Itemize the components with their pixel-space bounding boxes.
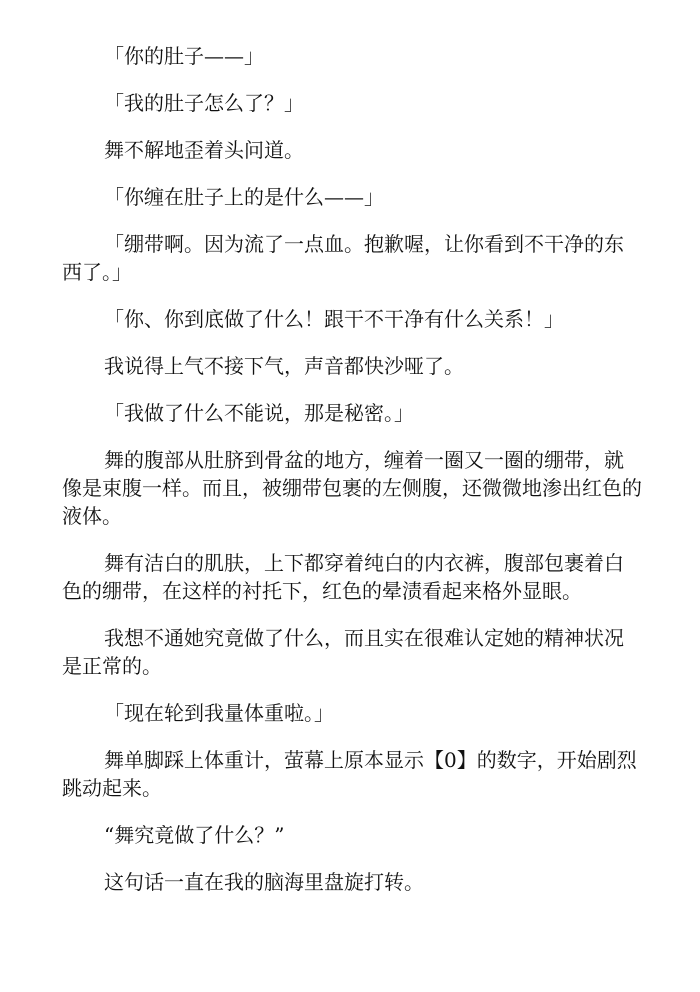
paragraph: “舞究竟做了什么？” [104, 823, 285, 847]
paragraph: 舞的腹部从肚脐到骨盆的地方，缠着一圈又一圈的绷带，就像是束腹一样。而且，被绷带包裹的左侧腹，还微微地渗出红色的液体。 [62, 448, 642, 528]
paragraph: 我想不通她究竟做了什么，而且实在很难认定她的精神状况是正常的。 [62, 626, 624, 678]
paragraph: 「我做了什么不能说，那是秘密。」 [104, 401, 414, 425]
paragraph: 舞单脚踩上体重计，萤幕上原本显示【0】的数字，开始剧烈跳动起来。 [62, 748, 637, 800]
paragraph: 「现在轮到我量体重啦。」 [104, 701, 334, 725]
paragraph: 这句话一直在我的脑海里盘旋打转。 [104, 870, 424, 894]
paragraph: 舞有洁白的肌肤，上下都穿着纯白的内衣裤，腹部包裹着白色的绷带，在这样的衬托下，红色的晕渍看起来格外显眼。 [62, 551, 624, 603]
paragraph: 「你的肚子——」 [104, 44, 264, 68]
paragraph: 舞不解地歪着头问道。 [104, 138, 304, 162]
paragraph: 「我的肚子怎么了？」 [104, 91, 304, 115]
paragraph: 「绷带啊。因为流了一点血。抱歉喔，让你看到不干净的东西了。」 [62, 232, 624, 284]
document-page [62, 42, 642, 915]
paragraph: 「你、你到底做了什么！跟干不干净有什么关系！」 [104, 307, 564, 331]
paragraph: 「你缠在肚子上的是什么——」 [104, 185, 384, 209]
paragraph: 我说得上气不接下气，声音都快沙哑了。 [104, 354, 464, 378]
